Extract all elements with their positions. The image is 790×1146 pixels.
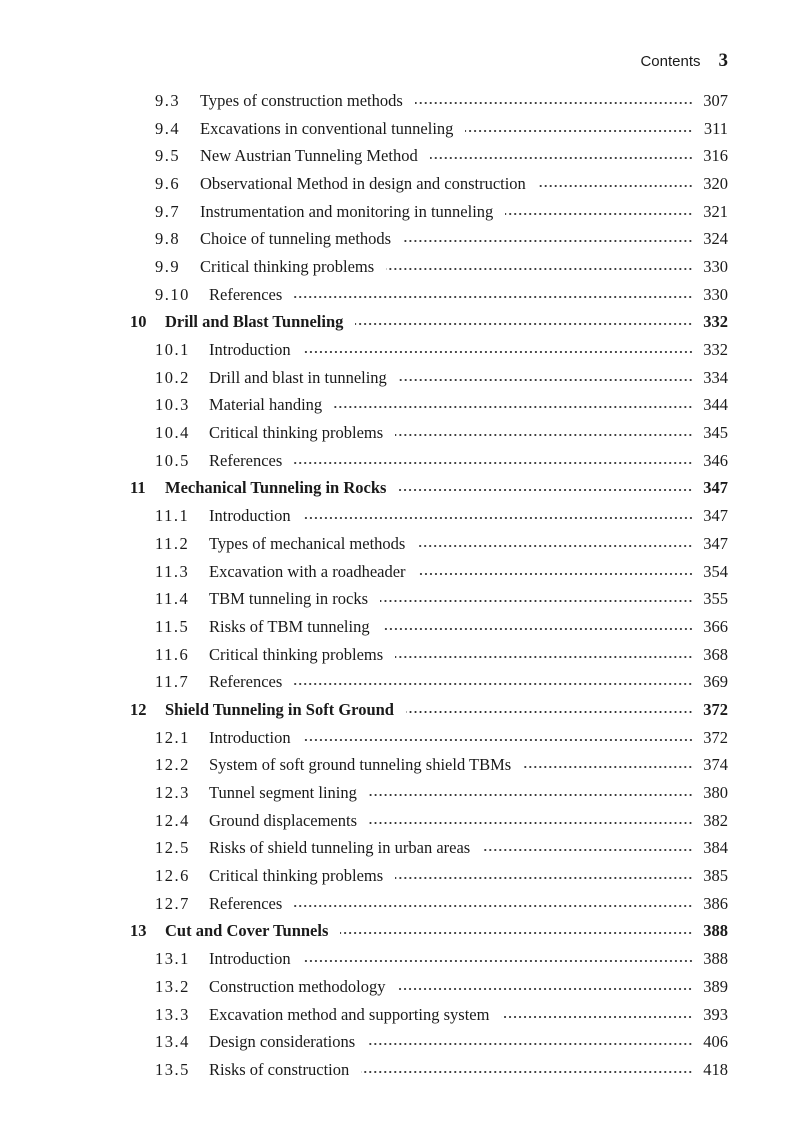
page-number-ref: 311 xyxy=(703,118,728,138)
dot-leader xyxy=(430,157,693,159)
section-title: References xyxy=(209,284,283,304)
section-number: 9.8 xyxy=(155,229,181,249)
dot-leader xyxy=(417,545,693,547)
page-number: 3 xyxy=(718,50,728,71)
dot-leader xyxy=(303,517,693,519)
toc-section-entry[interactable] xyxy=(0,364,790,392)
section-title: References xyxy=(209,450,283,470)
chapter-number: 10 xyxy=(130,312,147,332)
section-number: 11.4 xyxy=(155,589,190,609)
toc-section-entry[interactable] xyxy=(0,530,790,558)
section-title: Ground displacements xyxy=(209,810,358,830)
section-number: 10.4 xyxy=(155,423,190,443)
dot-leader xyxy=(334,406,693,408)
section-number: 9.10 xyxy=(155,284,190,304)
section-title: Critical thinking problems xyxy=(200,256,375,276)
section-title: Design considerations xyxy=(209,1032,356,1052)
toc-chapter-entry[interactable] xyxy=(0,696,790,724)
page-number-ref: 389 xyxy=(703,976,728,996)
toc-section-entry[interactable] xyxy=(0,862,790,890)
section-number: 12.1 xyxy=(155,727,190,747)
page-number-ref: 406 xyxy=(703,1032,728,1052)
section-number: 13.2 xyxy=(155,976,190,996)
section-number: 11.5 xyxy=(155,616,190,636)
dot-leader xyxy=(369,794,693,796)
section-title: Critical thinking problems xyxy=(209,644,384,664)
page-number-ref: 388 xyxy=(703,921,728,941)
dot-leader xyxy=(382,628,693,630)
page-number-ref: 334 xyxy=(703,367,728,387)
toc-section-entry[interactable] xyxy=(0,779,790,807)
section-number: 11.2 xyxy=(155,533,190,553)
section-number: 10.3 xyxy=(155,395,190,415)
dot-leader xyxy=(340,932,693,934)
section-title: System of soft ground tunneling shield TBMs xyxy=(209,755,512,775)
dot-leader xyxy=(403,240,693,242)
section-title: Drill and blast in tunneling xyxy=(209,367,387,387)
running-header xyxy=(640,50,728,72)
toc-chapter-entry[interactable] xyxy=(0,475,790,503)
section-number: 9.5 xyxy=(155,146,181,166)
toc-section-entry[interactable] xyxy=(0,225,790,253)
chapter-title: Cut and Cover Tunnels xyxy=(165,921,329,941)
section-title: Choice of tunneling methods xyxy=(200,229,392,249)
toc-section-entry[interactable] xyxy=(0,973,790,1001)
page-number-ref: 369 xyxy=(703,672,728,692)
toc-section-entry[interactable] xyxy=(0,585,790,613)
section-number: 12.4 xyxy=(155,810,190,830)
page-number-ref: 345 xyxy=(703,423,728,443)
chapter-title: Drill and Blast Tunneling xyxy=(165,312,344,332)
dot-leader xyxy=(538,185,693,187)
toc-section-entry[interactable] xyxy=(0,142,790,170)
page-number-ref: 321 xyxy=(703,201,728,221)
section-number: 11.1 xyxy=(155,506,190,526)
toc-section-entry[interactable] xyxy=(0,1056,790,1084)
chapter-title: Mechanical Tunneling in Rocks xyxy=(165,478,387,498)
section-number: 9.7 xyxy=(155,201,181,221)
section-number: 12.3 xyxy=(155,783,190,803)
page-number-ref: 320 xyxy=(703,173,728,193)
section-number: 11.7 xyxy=(155,672,190,692)
dot-leader xyxy=(386,268,693,270)
section-title: New Austrian Tunneling Method xyxy=(200,146,418,166)
chapter-number: 11 xyxy=(130,478,146,498)
section-title: Excavation with a roadheader xyxy=(209,561,406,581)
section-number: 9.4 xyxy=(155,118,181,138)
page-number-ref: 347 xyxy=(703,478,728,498)
page-number-ref: 418 xyxy=(703,1059,728,1079)
section-title: Critical thinking problems xyxy=(209,423,384,443)
toc-section-entry[interactable] xyxy=(0,392,790,420)
section-title: Risks of construction xyxy=(209,1059,350,1079)
page-number-ref: 316 xyxy=(703,146,728,166)
page-number-ref: 307 xyxy=(703,90,728,110)
section-title: Critical thinking problems xyxy=(209,866,384,886)
section-title: Material handing xyxy=(209,395,323,415)
chapter-number: 13 xyxy=(130,921,147,941)
section-number: 13.4 xyxy=(155,1032,190,1052)
section-title: Tunnel segment lining xyxy=(209,783,357,803)
section-title: Excavations in conventional tunneling xyxy=(200,118,454,138)
page-number-ref: 332 xyxy=(703,340,728,360)
dot-leader xyxy=(505,213,693,215)
dot-leader xyxy=(395,877,693,879)
dot-leader xyxy=(523,766,693,768)
toc-section-entry[interactable] xyxy=(0,641,790,669)
dot-leader xyxy=(399,379,693,381)
toc-section-entry[interactable] xyxy=(0,807,790,835)
toc-section-entry[interactable] xyxy=(0,170,790,198)
toc-chapter-entry[interactable] xyxy=(0,918,790,946)
page-number-ref: 374 xyxy=(703,755,728,775)
section-number: 12.7 xyxy=(155,893,190,913)
dot-leader xyxy=(415,102,693,104)
dot-leader xyxy=(380,600,693,602)
section-title: Observational Method in design and construction xyxy=(200,173,526,193)
section-title: TBM tunneling in rocks xyxy=(209,589,369,609)
section-title: Types of construction methods xyxy=(200,90,403,110)
section-title: Introduction xyxy=(209,340,291,360)
dot-leader xyxy=(294,905,693,907)
section-number: 12.5 xyxy=(155,838,190,858)
section-number: 11.3 xyxy=(155,561,190,581)
dot-leader xyxy=(465,130,693,132)
dot-leader xyxy=(501,1016,693,1018)
dot-leader xyxy=(303,351,693,353)
page-number-ref: 366 xyxy=(703,616,728,636)
page-number-ref: 380 xyxy=(703,783,728,803)
section-number: 10.2 xyxy=(155,367,190,387)
toc-section-entry[interactable] xyxy=(0,890,790,918)
toc-section-entry[interactable] xyxy=(0,281,790,309)
chapter-title: Shield Tunneling in Soft Ground xyxy=(165,699,394,719)
page-number-ref: 347 xyxy=(703,533,728,553)
toc-section-entry[interactable] xyxy=(0,447,790,475)
toc-section-entry[interactable] xyxy=(0,724,790,752)
dot-leader xyxy=(418,573,693,575)
toc-section-entry[interactable] xyxy=(0,1028,790,1056)
page-number-ref: 372 xyxy=(703,727,728,747)
toc-section-entry[interactable] xyxy=(0,752,790,780)
section-number: 9.3 xyxy=(155,90,181,110)
section-title: Introduction xyxy=(209,506,291,526)
toc-section-entry[interactable] xyxy=(0,613,790,641)
toc-section-entry[interactable] xyxy=(0,253,790,281)
section-number: 11.6 xyxy=(155,644,190,664)
section-number: 12.2 xyxy=(155,755,190,775)
page-number-ref: 354 xyxy=(703,561,728,581)
toc-section-entry[interactable] xyxy=(0,198,790,226)
section-title: Construction methodology xyxy=(209,976,386,996)
dot-leader xyxy=(395,434,693,436)
section-title: Introduction xyxy=(209,949,291,969)
section-title: Risks of shield tunneling in urban areas xyxy=(209,838,471,858)
running-header-label: Contents xyxy=(640,53,701,70)
page-number-ref: 324 xyxy=(703,229,728,249)
section-title: References xyxy=(209,893,283,913)
page-number-ref: 344 xyxy=(703,395,728,415)
toc-section-entry[interactable] xyxy=(0,419,790,447)
section-title: Introduction xyxy=(209,727,291,747)
page-number-ref: 347 xyxy=(703,506,728,526)
page-number-ref: 382 xyxy=(703,810,728,830)
section-title: References xyxy=(209,672,283,692)
section-title: Instrumentation and monitoring in tunneling xyxy=(200,201,494,221)
dot-leader xyxy=(294,462,693,464)
section-number: 9.6 xyxy=(155,173,181,193)
page-number-ref: 330 xyxy=(703,256,728,276)
toc-section-entry[interactable] xyxy=(0,668,790,696)
section-number: 12.6 xyxy=(155,866,190,886)
section-number: 13.3 xyxy=(155,1004,190,1024)
section-title: Excavation method and supporting system xyxy=(209,1004,490,1024)
page-number-ref: 346 xyxy=(703,450,728,470)
page-number-ref: 385 xyxy=(703,866,728,886)
section-number: 10.1 xyxy=(155,340,190,360)
page-number-ref: 368 xyxy=(703,644,728,664)
section-number: 13.1 xyxy=(155,949,190,969)
toc-section-entry[interactable] xyxy=(0,502,790,530)
dot-leader xyxy=(482,849,693,851)
page-number-ref: 355 xyxy=(703,589,728,609)
dot-leader xyxy=(303,960,693,962)
section-title: Types of mechanical methods xyxy=(209,533,406,553)
dot-leader xyxy=(361,1071,693,1073)
toc-chapter-entry[interactable] xyxy=(0,309,790,337)
dot-leader xyxy=(294,296,693,298)
page-number-ref: 384 xyxy=(703,838,728,858)
toc-section-entry[interactable] xyxy=(0,835,790,863)
toc-section-entry[interactable] xyxy=(0,87,790,115)
dot-leader xyxy=(294,683,693,685)
toc-section-entry[interactable] xyxy=(0,336,790,364)
toc-section-entry[interactable] xyxy=(0,945,790,973)
dot-leader xyxy=(395,656,693,658)
chapter-number: 12 xyxy=(130,699,147,719)
page-number-ref: 393 xyxy=(703,1004,728,1024)
dot-leader xyxy=(367,1043,693,1045)
toc-section-entry[interactable] xyxy=(0,558,790,586)
section-number: 10.5 xyxy=(155,450,190,470)
section-number: 13.5 xyxy=(155,1059,190,1079)
dot-leader xyxy=(397,988,693,990)
page-number-ref: 386 xyxy=(703,893,728,913)
page-number-ref: 332 xyxy=(703,312,728,332)
dot-leader xyxy=(303,739,693,741)
page-number-ref: 330 xyxy=(703,284,728,304)
page-number-ref: 388 xyxy=(703,949,728,969)
dot-leader xyxy=(398,489,693,491)
table-of-contents xyxy=(0,87,790,1084)
dot-leader xyxy=(406,711,693,713)
section-title: Risks of TBM tunneling xyxy=(209,616,370,636)
section-number: 9.9 xyxy=(155,256,181,276)
toc-section-entry[interactable] xyxy=(0,1001,790,1029)
page-number-ref: 372 xyxy=(703,699,728,719)
toc-section-entry[interactable] xyxy=(0,115,790,143)
dot-leader xyxy=(355,323,693,325)
dot-leader xyxy=(369,822,693,824)
